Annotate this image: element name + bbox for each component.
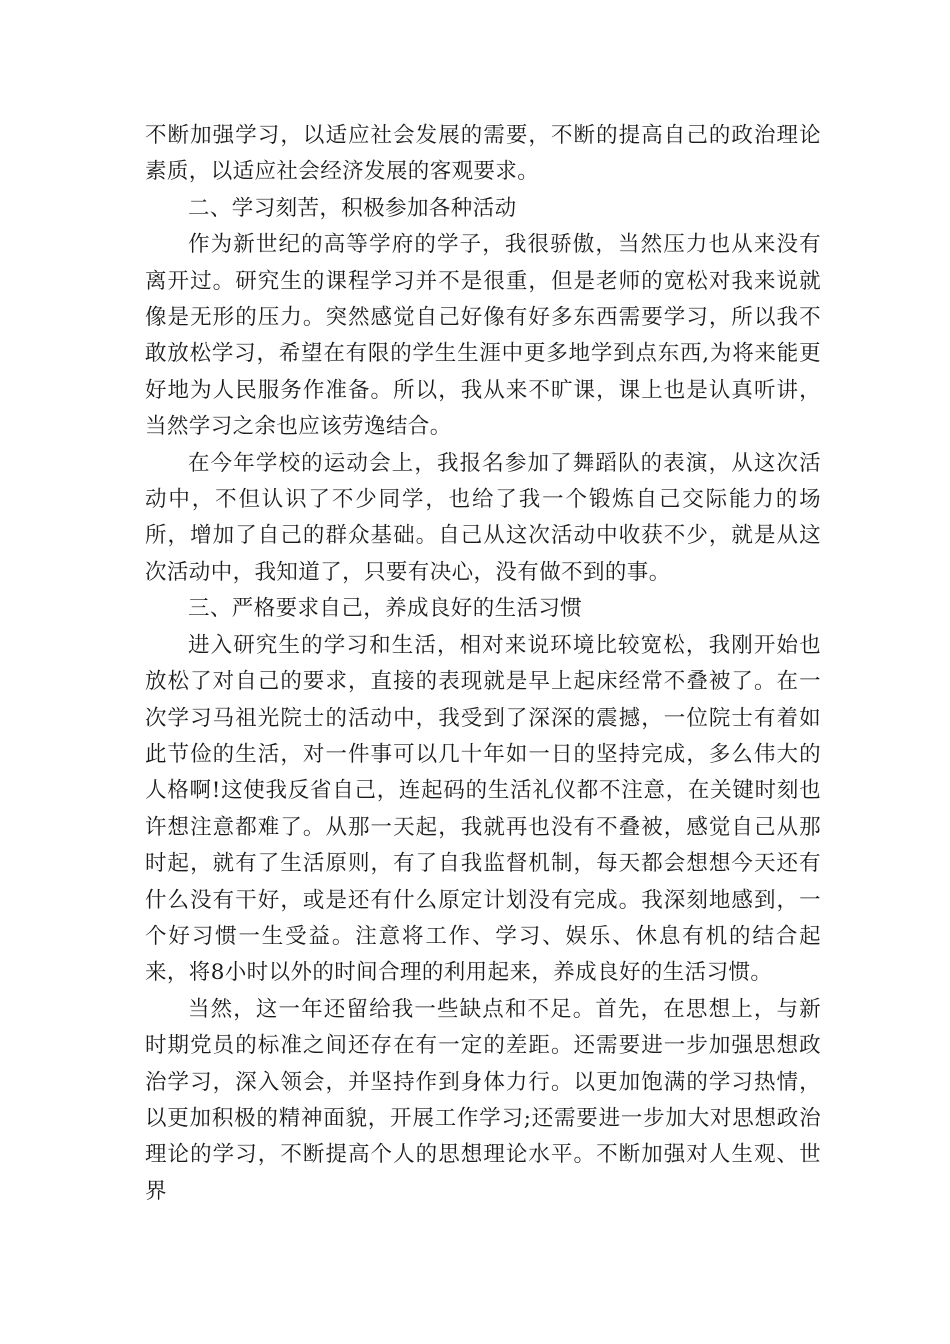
paragraph-continuation: 不断加强学习，以适应社会发展的需要，不断的提高自己的政治理论素质，以适应社会经济发展的客观要求。	[145, 123, 821, 185]
paragraph-shortcomings: 当然，这一年还留给我一些缺点和不足。首先，在思想上，与新时期党员的标准之间还存在有一定的差距。还需要进一步加强思想政治学习，深入领会，并坚持作到身体力行。以更加饱满的学习热情，以更加积极的精神面貌，开展工作学习;还需要进一步加大对思想政治理论的学习，不断提高个人的思想理论水平。不断加强对人生观、世界	[145, 996, 821, 1204]
document-page	[145, 118, 821, 1210]
section-heading-3: 三、严格要求自己，养成良好的生活习惯	[188, 596, 583, 622]
paragraph-study-pressure: 作为新世纪的高等学府的学子，我很骄傲，当然压力也从来没有离开过。研究生的课程学习并不是很重，但是老师的宽松对我来说就像是无形的压力。突然感觉自己好像有好多东西需要学习，所以我不敢放松学习，希望在有限的学生生涯中更多地学到点东西,为将来能更好地为人民服务作准备。所以，我从来不旷课，课上也是认真听讲，当然学习之余也应该劳逸结合。	[145, 232, 821, 440]
paragraph-sports-meet: 在今年学校的运动会上，我报名参加了舞蹈队的表演，从这次活动中，不但认识了不少同学，也给了我一个锻炼自己交际能力的场所，增加了自己的群众基础。自己从这次活动中收获不少，就是从这次活动中，我知道了，只要有决心，没有做不到的事。	[145, 450, 821, 585]
section-heading-2: 二、学习刻苦，积极参加各种活动	[188, 195, 517, 221]
paragraph-living-habits: 进入研究生的学习和生活，相对来说环境比较宽松，我刚开始也放松了对自己的要求，直接的表现就是早上起床经常不叠被了。在一次学习马祖光院士的活动中，我受到了深深的震撼，一位院士有着如此节俭的生活，对一件事可以几十年如一日的坚持完成，多么伟大的人格啊!这使我反省自己，连起码的生活礼仪都不注意，在关键时刻也许想注意都难了。从那一天起，我就再也没有不叠被，感觉自己从那时起，就有了生活原则，有了自我监督机制，每天都会想想今天还有什么没有干好，或是还有什么原定计划没有完成。我深刻地感到，一个好习惯一生受益。注意将工作、学习、娱乐、休息有机的结合起来，将8小时以外的时间合理的利用起来，养成良好的生活习惯。	[145, 632, 821, 986]
